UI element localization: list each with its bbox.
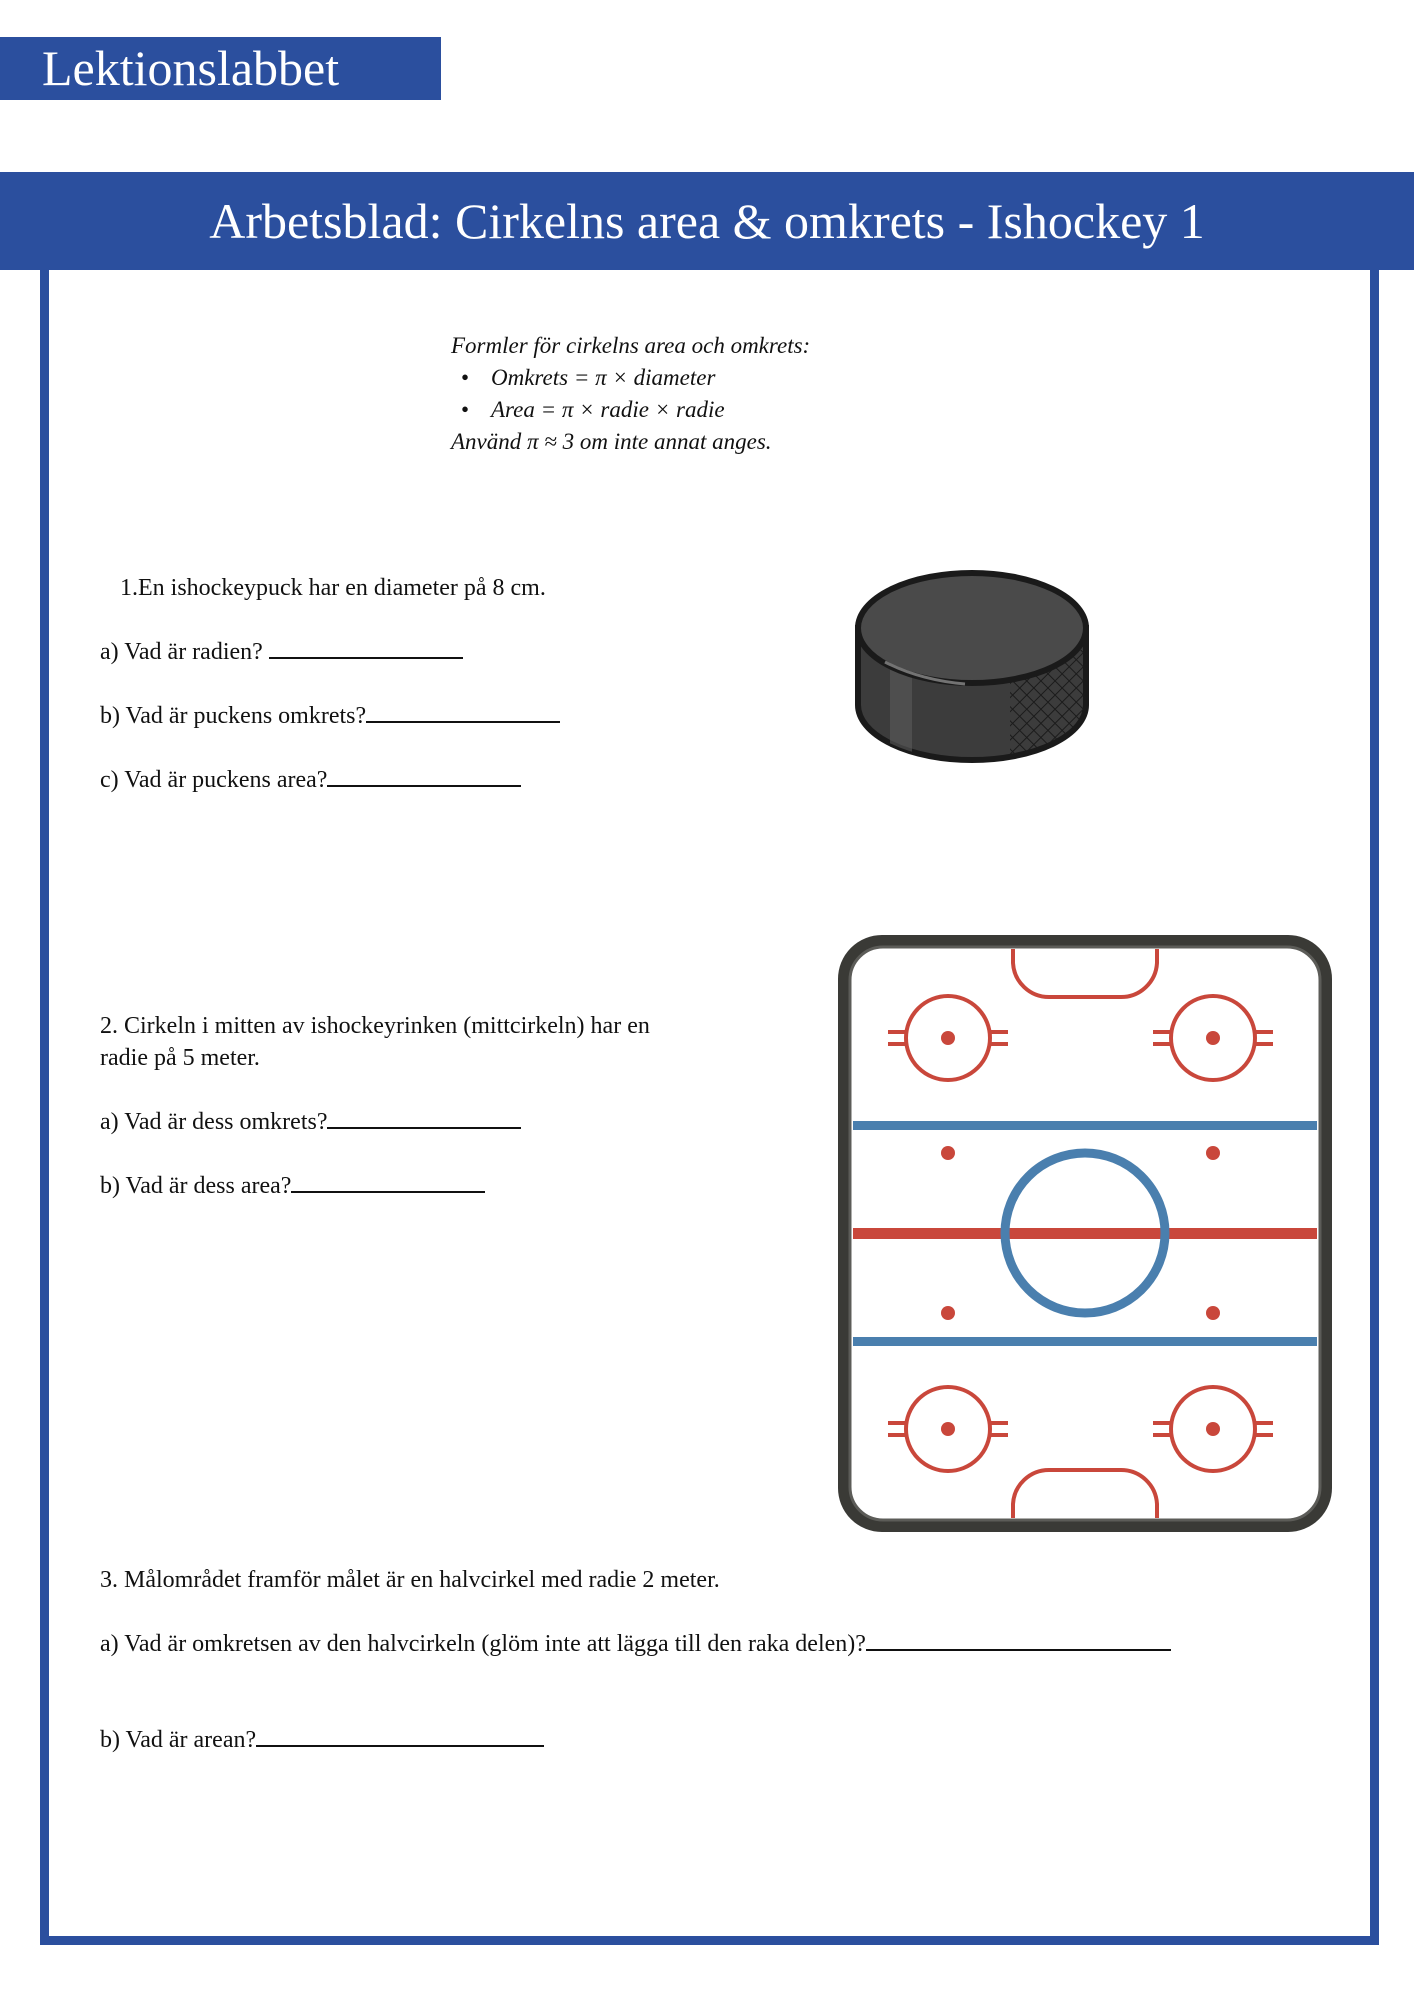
question-3a bbox=[100, 1628, 1171, 1660]
question-3-text: 3. Målområdet framför målet är en halvcirkel med radie 2 meter. bbox=[100, 1567, 720, 1593]
formula-list bbox=[451, 362, 810, 426]
question-1a bbox=[100, 636, 463, 668]
answer-blank-1a[interactable] bbox=[269, 637, 463, 659]
formula-heading: Formler för cirkelns area och omkrets: bbox=[451, 333, 811, 358]
question-3b bbox=[100, 1724, 544, 1756]
formula-note: Använd π ≈ 3 om inte annat anges. bbox=[451, 429, 772, 454]
faceoff-dot bbox=[1206, 1146, 1220, 1160]
faceoff-dot bbox=[941, 1306, 955, 1320]
brand-logo bbox=[0, 37, 441, 100]
brand-name: Lektionslabbet bbox=[42, 40, 340, 96]
bullet-icon: • bbox=[461, 397, 470, 422]
blue-line-bottom bbox=[853, 1337, 1317, 1346]
question-1b-label: b) Vad är puckens omkrets? bbox=[100, 703, 367, 729]
formula-item bbox=[451, 362, 810, 394]
question-3a-label: a) Vad är omkretsen av den halvcirkeln (glöm inte att lägga till den raka delen)? bbox=[100, 1631, 866, 1657]
page-title-bar bbox=[0, 172, 1414, 270]
question-3b-label: b) Vad är arean? bbox=[100, 1727, 257, 1753]
answer-blank-3a[interactable] bbox=[866, 1629, 1171, 1651]
question-2-line2: radie på 5 meter. bbox=[100, 1045, 260, 1071]
answer-blank-1c[interactable] bbox=[327, 765, 521, 787]
formula-area: Area = π × radie × radie bbox=[491, 397, 725, 422]
hockey-rink-image bbox=[838, 935, 1332, 1532]
faceoff-dot bbox=[1206, 1306, 1220, 1320]
question-2a-label: a) Vad är dess omkrets? bbox=[100, 1109, 328, 1135]
blue-line-top bbox=[853, 1121, 1317, 1130]
question-1a-label: a) Vad är radien? bbox=[100, 639, 269, 665]
page-title: Arbetsblad: Cirkelns area & omkrets - Ishockey 1 bbox=[209, 193, 1205, 249]
question-1-text bbox=[120, 572, 546, 604]
answer-blank-1b[interactable] bbox=[366, 701, 560, 723]
formula-item bbox=[451, 394, 810, 426]
answer-blank-2a[interactable] bbox=[327, 1107, 521, 1129]
question-1c-label: c) Vad är puckens area? bbox=[100, 767, 328, 793]
hockey-puck-image bbox=[850, 560, 1095, 770]
question-1c bbox=[100, 764, 521, 796]
question-2-line1: 2. Cirkeln i mitten av ishockeyrinken (mittcirkeln) har en bbox=[100, 1013, 650, 1039]
center-red-line bbox=[853, 1228, 1317, 1239]
formula-circumference: Omkrets = π × diameter bbox=[491, 365, 716, 390]
bullet-icon: • bbox=[461, 365, 470, 390]
question-2b-label: b) Vad är dess area? bbox=[100, 1173, 292, 1199]
answer-blank-2b[interactable] bbox=[291, 1171, 485, 1193]
question-1b bbox=[100, 700, 560, 732]
faceoff-dot bbox=[941, 1146, 955, 1160]
question-2b bbox=[100, 1170, 485, 1202]
answer-blank-3b[interactable] bbox=[256, 1725, 544, 1747]
question-1-statement: En ishockeypuck har en diameter på 8 cm. bbox=[138, 575, 546, 601]
question-1-number: 1. bbox=[120, 575, 138, 601]
formula-box bbox=[451, 330, 810, 458]
question-2a bbox=[100, 1106, 521, 1138]
